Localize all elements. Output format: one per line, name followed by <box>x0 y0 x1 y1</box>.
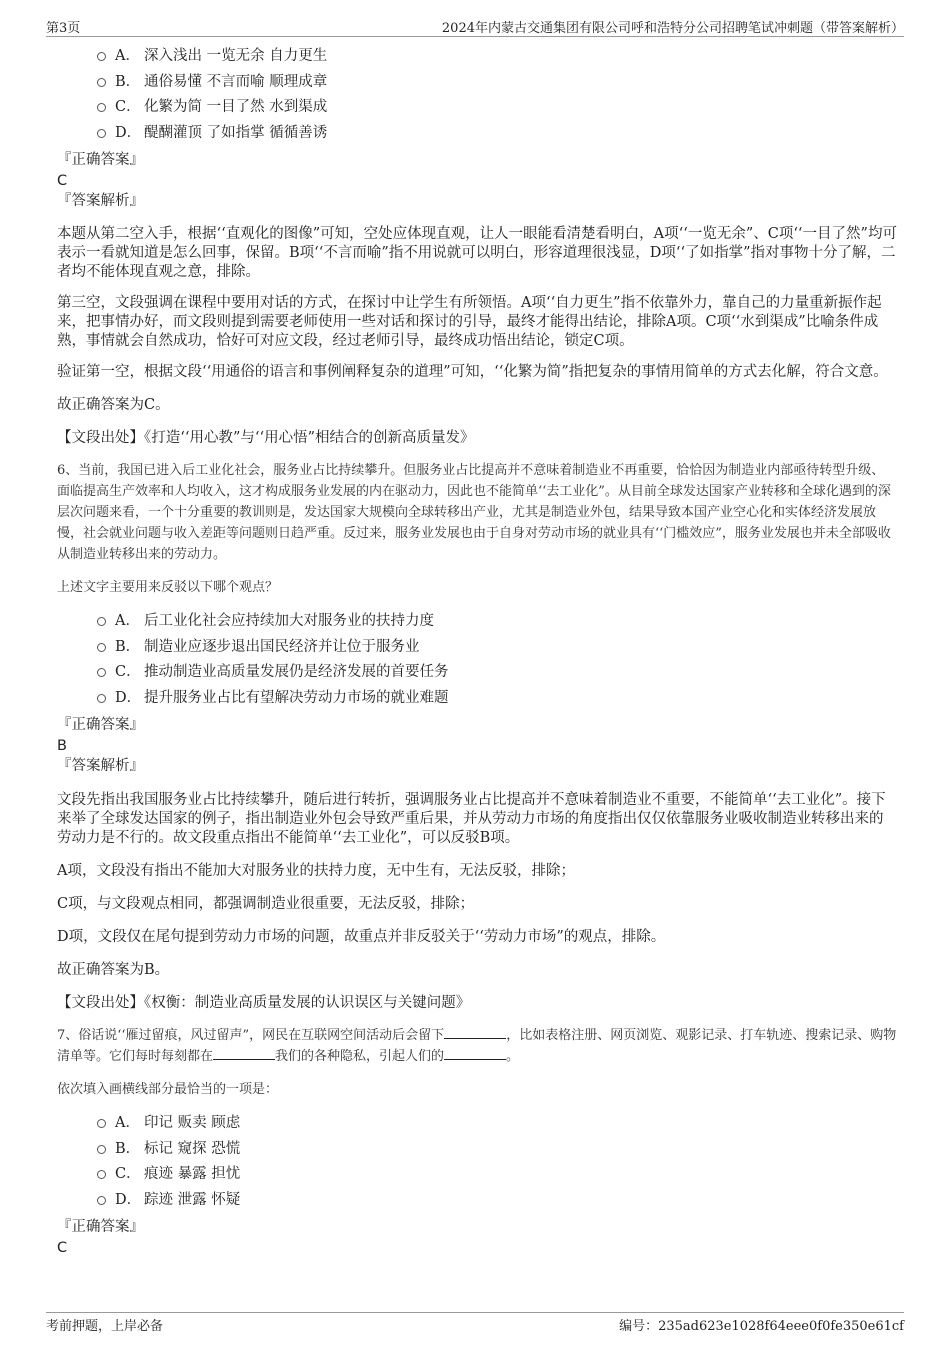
analysis-paragraph: 第三空，文段强调在课程中要用对话的方式，在探讨中让学生有所领悟。A项‘‘自力更生”指不依靠外力，靠自己的力量重新振作起来，把事情办好，而文段则提到需要老师使用一些对话和探讨的引导，最终才能得出结论，排除A项。C项‘‘水到渠成”比喻条件成熟，事情就会自然成功，恰好可对应文段，经过老师引导，最终成功悟出结论，锁定C项。 <box>57 295 882 349</box>
page-header <box>46 16 904 37</box>
analysis-paragraph: 验证第一空，根据文段‘‘用通俗的语言和事例阐释复杂的道理”可知，‘‘化繁为简”指把复杂的事情用简单的方式去化解，符合文意。 <box>57 364 888 380</box>
q5-options <box>57 44 897 146</box>
correct-answer: C <box>57 173 68 189</box>
correct-answer: C <box>57 1240 68 1256</box>
analysis-paragraph: D项，文段仅在尾句提到劳动力市场的问题，故重点并非反驳关于‘‘劳动力市场”的观点，排除。 <box>57 929 666 945</box>
option-a[interactable]: A． 后工业化社会应持续加大对服务业的扶持力度 <box>57 609 897 635</box>
radio-icon[interactable] <box>97 78 106 87</box>
radio-icon[interactable] <box>97 617 106 626</box>
radio-icon[interactable] <box>97 1145 106 1154</box>
option-a[interactable]: A． 深入浅出 一览无余 自力更生 <box>57 44 897 70</box>
radio-icon[interactable] <box>97 694 106 703</box>
radio-icon[interactable] <box>97 1196 106 1205</box>
fill-blank <box>213 1047 275 1060</box>
page-content <box>57 44 897 1258</box>
source-citation: 【文段出处】《权衡：制造业高质量发展的认识误区与关键问题》 <box>57 995 471 1011</box>
page-number: 第3页 <box>46 20 81 36</box>
analysis-conclusion: 故正确答案为B。 <box>57 962 170 978</box>
analysis-paragraph: 本题从第二空入手，根据‘‘直观化的图像”可知，空处应体现直观，让人一眼能看清楚看明白，A项‘‘一览无余”、C项‘‘一目了然”均可表示一看就知道是怎么回事，保留。B项‘‘不言而喻”指不用说就可以明白，形容道理很浅显，D项‘‘了如指掌”指对事物十分了解，二者均不能体现直观之意，排除。 <box>57 226 897 280</box>
document-title: 2024年内蒙古交通集团有限公司呼和浩特分公司招聘笔试冲刺题（带答案解析） <box>441 20 904 36</box>
radio-icon[interactable] <box>97 1119 106 1128</box>
q7-options <box>57 1111 897 1213</box>
analysis-label: 『答案解析』 <box>57 758 144 774</box>
page-footer <box>46 1312 904 1335</box>
question-stem: 7、俗话说‘‘雁过留痕，风过留声”，网民在互联网空间活动后会留下 ，比如表格注册、网页浏览、观影记录、打车轨迹、搜索记录、购物清单等。它们每时每刻都在 我们的各种隐私，引起人们的 。 <box>57 1028 897 1064</box>
question-prompt: 上述文字主要用来反驳以下哪个观点？ <box>57 580 279 595</box>
question-stem: 6、当前，我国已进入后工业化社会，服务业占比持续攀升。但服务业占比提高并不意味着制造业不再重要，恰恰因为制造业内部亟待转型升级、面临提高生产效率和人均收入，这才构成服务业发展的内在驱动力，因此也不能简单‘‘去工业化”。从目前全球发达国家产业转移和全球化遇到的深层次问题来看，一个十分重要的教训则是，发达国家大规模向全球转移出产业，尤其是制造业外包，结果导致本国产业空心化和实体经济发展放慢，社会就业问题与收入差距等问题则日趋严重。反过来，服务业发展也由于自身对劳动市场的就业具有‘‘门槛效应”，服务业发展也并未全部吸收从制造业转移出来的劳动力。 <box>57 463 891 562</box>
radio-icon[interactable] <box>97 1170 106 1179</box>
option-b[interactable]: B． 通俗易懂 不言而喻 顺理成章 <box>57 70 897 96</box>
option-a[interactable]: A． 印记 贩卖 顾虑 <box>57 1111 897 1137</box>
answer-label: 『正确答案』 <box>57 1219 144 1235</box>
radio-icon[interactable] <box>97 668 106 677</box>
analysis-paragraph: C项，与文段观点相同，都强调制造业很重要，无法反驳，排除； <box>57 896 475 912</box>
option-b[interactable]: B． 标记 窥探 恐慌 <box>57 1137 897 1163</box>
option-c[interactable]: C． 化繁为简 一目了然 水到渠成 <box>57 95 897 121</box>
answer-label: 『正确答案』 <box>57 152 144 168</box>
document-id: 编号：235ad623e1028f64eee0f0fe350e61cf <box>619 1318 904 1334</box>
analysis-paragraph: A项，文段没有指出不能加大对服务业的扶持力度，无中生有，无法反驳，排除； <box>57 863 575 879</box>
q6-options <box>57 609 897 711</box>
option-d[interactable]: D． 踪迹 泄露 怀疑 <box>57 1188 897 1214</box>
radio-icon[interactable] <box>97 52 106 61</box>
correct-answer: B <box>57 738 67 754</box>
option-d[interactable]: D． 提升服务业占比有望解决劳动力市场的就业难题 <box>57 686 897 712</box>
analysis-paragraph: 文段先指出我国服务业占比持续攀升，随后进行转折，强调服务业占比提高并不意味着制造业不重要，不能简单‘‘去工业化”。接下来举了全球发达国家的例子，指出制造业外包会导致严重后果，并从劳动力市场的角度指出仅仅依靠服务业吸收制造业转移出来的劳动力是不行的。故文段重点指出不能简单‘‘去工业化”，可以反驳B项。 <box>57 792 886 846</box>
option-c[interactable]: C． 推动制造业高质量发展仍是经济发展的首要任务 <box>57 660 897 686</box>
question-prompt: 依次填入画横线部分最恰当的一项是： <box>57 1082 279 1097</box>
analysis-label: 『答案解析』 <box>57 193 144 209</box>
option-b[interactable]: B． 制造业应逐步退出国民经济并让位于服务业 <box>57 635 897 661</box>
option-c[interactable]: C． 痕迹 暴露 担忧 <box>57 1162 897 1188</box>
footer-slogan: 考前押题，上岸必备 <box>46 1318 164 1334</box>
option-d[interactable]: D． 醍醐灌顶 了如指掌 循循善诱 <box>57 121 897 147</box>
radio-icon[interactable] <box>97 643 106 652</box>
radio-icon[interactable] <box>97 129 106 138</box>
fill-blank <box>444 1047 506 1060</box>
source-citation: 【文段出处】《打造‘‘用心教”与‘‘用心悟”相结合的创新高质量发》 <box>57 430 475 446</box>
answer-label: 『正确答案』 <box>57 717 144 733</box>
analysis-conclusion: 故正确答案为C。 <box>57 397 170 413</box>
radio-icon[interactable] <box>97 103 106 112</box>
fill-blank <box>444 1026 506 1039</box>
